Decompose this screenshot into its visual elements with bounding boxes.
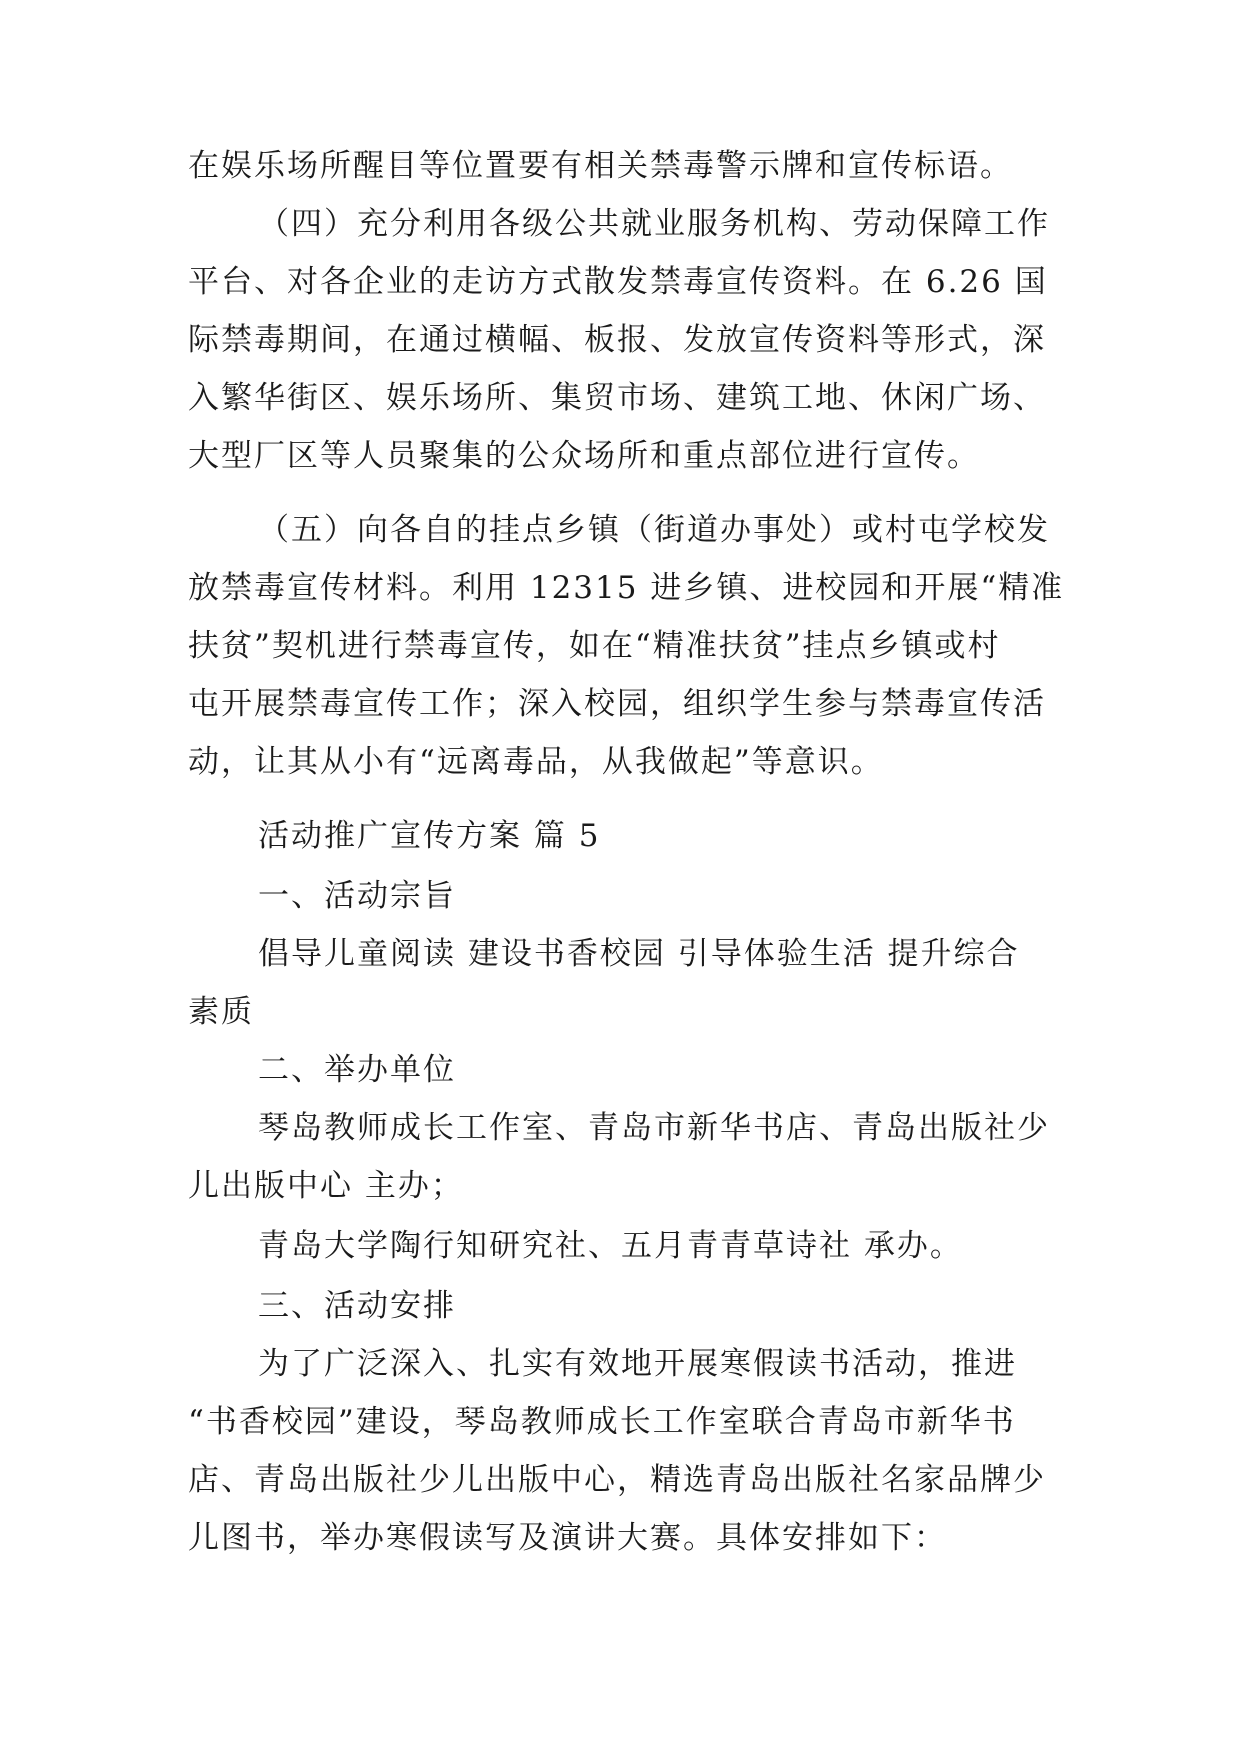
paragraph-line: 扶贫”契机进行禁毒宣传，如在“精准扶贫”挂点乡镇或村 — [188, 628, 1001, 664]
paragraph-line: （四）充分利用各级公共就业服务机构、劳动保障工作 — [258, 206, 1050, 242]
section-heading: 二、举办单位 — [258, 1052, 456, 1088]
paragraph-line: 大型厂区等人员聚集的公众场所和重点部位进行宣传。 — [188, 438, 980, 474]
paragraph-line: 在娱乐场所醒目等位置要有相关禁毒警示牌和宣传标语。 — [188, 148, 1013, 184]
paragraph-line: 倡导儿童阅读 建设书香校园 引导体验生活 提升综合 — [258, 936, 1020, 972]
section-heading: 一、活动宗旨 — [258, 878, 456, 914]
paragraph-line: 青岛大学陶行知研究社、五月青青草诗社 承办。 — [258, 1228, 963, 1264]
paragraph-line: 际禁毒期间，在通过横幅、板报、发放宣传资料等形式，深 — [188, 322, 1046, 358]
paragraph-line: 儿图书，举办寒假读写及演讲大赛。具体安排如下： — [188, 1520, 947, 1556]
paragraph-line: 平台、对各企业的走访方式散发禁毒宣传资料。在 6.26 国 — [188, 264, 1048, 300]
paragraph-line: 儿出版中心 主办； — [188, 1168, 464, 1204]
section-title: 活动推广宣传方案 篇 5 — [258, 818, 601, 854]
paragraph-line: 放禁毒宣传材料。利用 12315 进乡镇、进校园和开展“精准 — [188, 570, 1065, 606]
paragraph-line: 动，让其从小有“远离毒品，从我做起”等意识。 — [188, 744, 884, 780]
section-heading: 三、活动安排 — [258, 1288, 456, 1324]
paragraph-line: 素质 — [188, 994, 254, 1030]
paragraph-line: 屯开展禁毒宣传工作；深入校园，组织学生参与禁毒宣传活 — [188, 686, 1046, 722]
paragraph-line: “书香校园”建设，琴岛教师成长工作室联合青岛市新华书 — [188, 1404, 1016, 1440]
paragraph-line: 入繁华街区、娱乐场所、集贸市场、建筑工地、休闲广场、 — [188, 380, 1046, 416]
paragraph-line: 店、青岛出版社少儿出版中心，精选青岛出版社名家品牌少 — [188, 1462, 1046, 1498]
paragraph-line: （五）向各自的挂点乡镇（街道办事处）或村屯学校发 — [258, 512, 1050, 548]
paragraph-line: 为了广泛深入、扎实有效地开展寒假读书活动，推进 — [258, 1346, 1017, 1382]
paragraph-line: 琴岛教师成长工作室、青岛市新华书店、青岛出版社少 — [258, 1110, 1050, 1146]
